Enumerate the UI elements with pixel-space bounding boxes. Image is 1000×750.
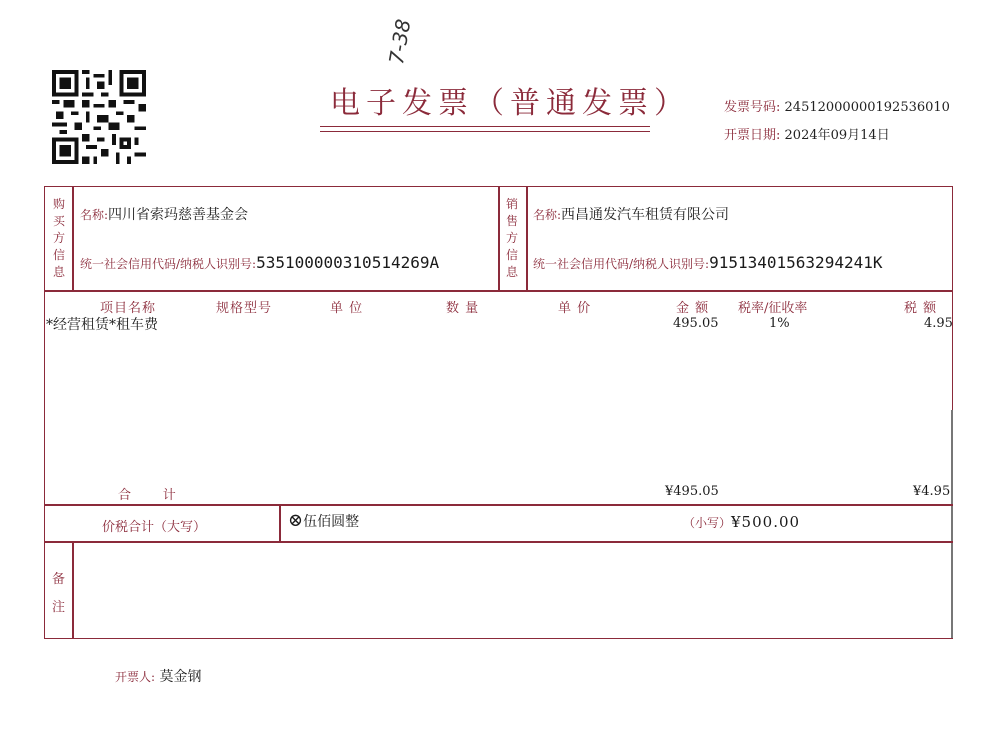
total-small-label: （小写） <box>683 516 732 530</box>
header-item-name: 项目名称 <box>100 301 157 316</box>
seller-tax-id-value: 91513401563294241K <box>709 253 883 272</box>
header-qty: 数 量 <box>446 301 480 316</box>
seller-tax-id-label: 统一社会信用代码/纳税人识别号: <box>533 257 710 271</box>
divider <box>498 186 500 291</box>
item-amount: 495.05 <box>673 316 719 331</box>
header-unit: 单 位 <box>330 301 364 316</box>
header-spec: 规格型号 <box>216 301 273 316</box>
buyer-name-value: 四川省索玛慈善基金会 <box>108 207 249 223</box>
buyer-tax-id-value: 535100000310514269A <box>256 253 440 272</box>
issue-date-label: 开票日期: <box>724 128 781 143</box>
total-words-value: 伍佰圆整 <box>303 514 360 530</box>
qr-code-icon <box>52 70 146 164</box>
buyer-side-label: 购 买 方 信 息 <box>52 197 65 279</box>
total-in-words <box>288 510 359 531</box>
cross-circle-icon: ⊗ <box>288 510 304 531</box>
scan-edge <box>951 410 953 638</box>
divider <box>44 504 953 506</box>
title-underline <box>320 131 650 132</box>
seller-name-value: 西昌通发汽车租赁有限公司 <box>561 207 730 223</box>
item-tax-rate: 1% <box>769 316 790 331</box>
buyer-tax-id-label: 统一社会信用代码/纳税人识别号: <box>80 257 257 271</box>
seller-name <box>533 204 729 224</box>
header-price: 单 价 <box>558 301 592 316</box>
seller-side-label: 销 售 方 信 息 <box>505 197 518 279</box>
buyer-name <box>80 204 248 224</box>
header-amount: 金 额 <box>676 301 710 316</box>
issuer-name: 莫金钢 <box>159 669 202 685</box>
invoice-number-value: 24512000000192536010 <box>784 100 950 115</box>
invoice-title: 电子发票（普通发票） <box>330 86 690 121</box>
buyer-name-label: 名称: <box>80 208 109 222</box>
subtotal-tax: ¥4.95 <box>913 484 951 499</box>
invoice-number-label: 发票号码: <box>724 100 781 115</box>
divider <box>526 186 528 291</box>
divider <box>44 541 953 543</box>
invoice-number <box>724 96 950 115</box>
divider <box>279 504 281 542</box>
subtotal-label: 合 计 <box>118 488 177 503</box>
issue-date <box>724 124 890 143</box>
total-small-value: ¥500.00 <box>731 513 801 531</box>
subtotal-amount: ¥495.05 <box>665 484 719 499</box>
seller-tax-id <box>533 253 882 272</box>
buyer-tax-id <box>80 253 439 272</box>
divider <box>72 186 74 291</box>
remarks-side-label: 备 注 <box>52 572 66 615</box>
handwritten-note: 7-38 <box>384 17 416 67</box>
header-tax-rate: 税率/征收率 <box>738 301 808 316</box>
header-tax: 税 额 <box>904 301 938 316</box>
seller-name-label: 名称: <box>533 208 562 222</box>
issuer-label: 开票人: <box>115 670 156 684</box>
item-tax: 4.95 <box>924 316 953 331</box>
divider <box>72 541 74 638</box>
item-name: *经营租赁*租车费 <box>46 317 158 333</box>
issuer <box>115 666 202 686</box>
total-in-figures <box>683 512 800 531</box>
total-label: 价税合计（大写） <box>102 520 207 535</box>
title-underline <box>320 126 650 127</box>
issue-date-value: 2024年09月14日 <box>784 128 890 143</box>
